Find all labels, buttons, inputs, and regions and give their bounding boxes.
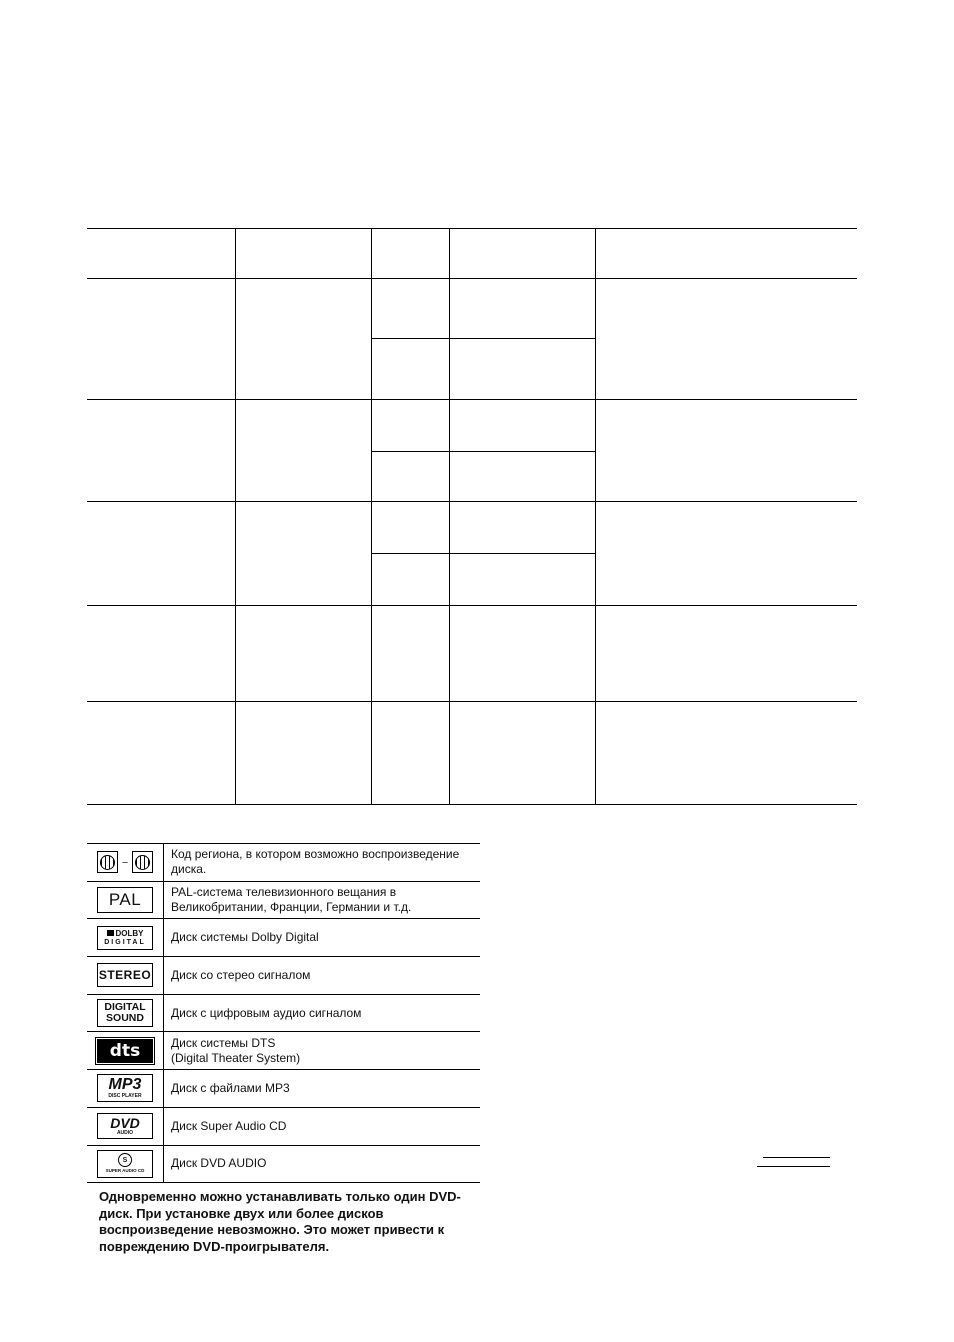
legend-row-region [87,843,480,882]
decorative-rule [757,1166,830,1167]
table-rule-bottom [87,804,857,805]
legend-row-dolby [87,919,480,957]
mp3-logo-icon: MP3 DISC PLAYER [97,1074,153,1102]
dts-logo-icon: dts [97,1039,153,1063]
legend-row-mp3 [87,1070,480,1108]
stereo-logo-icon: STEREO [97,963,153,987]
table-rule-header [87,278,857,279]
table-rule-inner [371,553,595,554]
table-rule-inner [371,338,595,339]
region-code-icon: – [97,849,153,875]
decorative-rule [763,1157,830,1158]
legend-text: Диск с цифровым аудио сигналом [171,1005,362,1020]
legend-row-dts [87,1032,480,1070]
table-col-rule [595,228,596,804]
legend-row-digital-sound [87,995,480,1033]
legend-text: Диск Super Audio CD [171,1118,287,1133]
warning-text: Одновременно можно устанавливать только один DVD-диск. При установке двух или более дисков воспроизведение невозможно. Это может привести к повреждению DVD-проигрывателя. [99,1189,461,1254]
legend-text: Диск DVD AUDIO [171,1156,267,1171]
dvd-audio-logo-icon: DVD AUDIO [97,1113,153,1139]
legend-row-pal [87,882,480,920]
dolby-digital-logo-icon: DOLBY DIGITAL [97,926,153,950]
table-rule-row [87,501,857,502]
table-rule-row [87,399,857,400]
legend-text: Диск со стерео сигналом [171,967,311,982]
legend-text: PAL-система телевизионного вещания в Великобритании, Франции, Германии и т.д. [171,885,412,915]
logo-legend-table [87,843,480,1183]
legend-text: Диск системы Dolby Digital [171,930,319,945]
super-audio-cd-logo-icon: S SUPER AUDIO CD [97,1150,153,1178]
legend-text: Код региона, в котором возможно воспроизведение диска. [171,847,460,877]
table-rule-top [87,228,857,229]
table-rule-inner [371,451,595,452]
digital-sound-logo-icon: DIGITAL SOUND [97,999,153,1027]
legend-row-dvd-audio [87,1108,480,1146]
legend-row-sacd [87,1146,480,1184]
table-col-rule [449,228,450,804]
pal-logo-icon: PAL [97,887,153,913]
table-rule-row [87,701,857,702]
legend-text: Диск системы DTS (Digital Theater System) [171,1035,301,1065]
table-col-rule [371,228,372,804]
table-rule-row [87,605,857,606]
table-col-rule [235,228,236,804]
legend-row-stereo [87,957,480,995]
legend-text: Диск с файлами MP3 [171,1080,290,1095]
